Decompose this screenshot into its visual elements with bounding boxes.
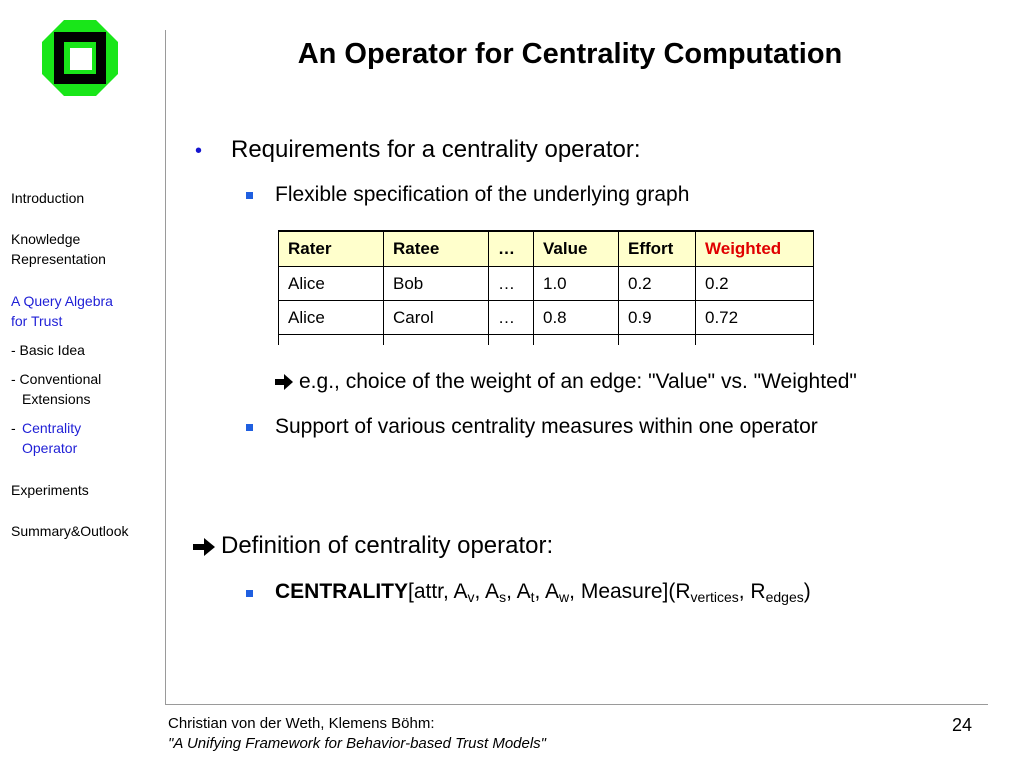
cell-rater: Alice [279, 301, 384, 335]
centrality-keyword: CENTRALITY [275, 580, 408, 603]
cell-weighted: 0.72 [696, 301, 814, 335]
cell-ellipsis: … [489, 267, 534, 301]
sidebar-item-centrality[interactable]: Centrality [22, 420, 82, 436]
table-row-truncated [279, 335, 814, 346]
header-rater: Rater [279, 231, 384, 267]
header-weighted: Weighted [696, 231, 814, 267]
cell-ellipsis: … [489, 301, 534, 335]
centrality-formula: CENTRALITY[attr, $A_v$, $A_s$, $A_t$, $A_w$, $Measure](R_{vertices}$, $R_{edges}$) [275, 580, 811, 605]
weight-note [275, 370, 857, 394]
cell-weighted: 0.2 [696, 267, 814, 301]
sidebar-item-knowledge[interactable]: Knowledge [11, 231, 81, 247]
arrow-right-icon [275, 374, 293, 390]
square-bullet [246, 424, 253, 431]
table-row [279, 267, 814, 301]
table-row [279, 301, 814, 335]
definition-text: Definition of centrality operator: [221, 532, 554, 559]
university-logo [42, 20, 118, 96]
sidebar-item-basic-idea[interactable]: - Basic Idea [11, 342, 85, 358]
table-header-row [279, 231, 814, 267]
weight-note-text: e.g., choice of the weight of an edge: "Value" vs. "Weighted" [299, 370, 857, 393]
sidebar-item-for-trust[interactable]: for Trust [11, 313, 63, 329]
arrow-right-icon [193, 538, 215, 556]
sidebar-item-conventional[interactable]: - Conventional [11, 371, 102, 387]
sidebar-item-introduction[interactable]: Introduction [11, 190, 85, 206]
header-ratee: Ratee [384, 231, 489, 267]
bullet-dot: • [195, 140, 203, 162]
cell-rater: Alice [279, 267, 384, 301]
flexible-spec-text: Flexible specification of the underlying graph [275, 183, 690, 206]
footer-authors: Christian von der Weth, Klemens Böhm: [168, 715, 435, 732]
page-title: An Operator for Centrality Computation [297, 38, 843, 70]
sidebar-item-summary[interactable]: Summary&Outlook [11, 523, 129, 539]
requirements-text: Requirements for a centrality operator: [231, 136, 641, 163]
sidebar-item-extensions[interactable]: Extensions [22, 391, 91, 407]
header-value: Value [534, 231, 619, 267]
header-ellipsis: … [489, 231, 534, 267]
header-effort: Effort [619, 231, 696, 267]
footer-paper-title: "A Unifying Framework for Behavior-based Trust Models" [168, 735, 547, 752]
cell-value: 0.8 [534, 301, 619, 335]
cell-value: 1.0 [534, 267, 619, 301]
footer-citation [168, 714, 546, 754]
square-bullet [246, 590, 253, 597]
definition-line [193, 532, 553, 560]
sidebar-item-representation[interactable]: Representation [11, 251, 106, 267]
cell-effort: 0.2 [619, 267, 696, 301]
page-number: 24 [952, 715, 973, 735]
cell-ratee: Carol [384, 301, 489, 335]
cell-effort: 0.9 [619, 301, 696, 335]
sidebar-item-query-algebra[interactable]: A Query Algebra [11, 293, 113, 309]
centrality-measures-text: Support of various centrality measures within one operator [275, 415, 818, 438]
sidebar-item-operator[interactable]: Operator [22, 440, 78, 456]
sidebar-item-experiments[interactable]: Experiments [11, 482, 89, 498]
sidebar-divider [165, 30, 166, 704]
cell-ratee: Bob [384, 267, 489, 301]
square-bullet [246, 192, 253, 199]
sidebar-item-dash: - [11, 420, 16, 436]
footer-divider [165, 704, 988, 705]
ratings-table [278, 230, 814, 345]
